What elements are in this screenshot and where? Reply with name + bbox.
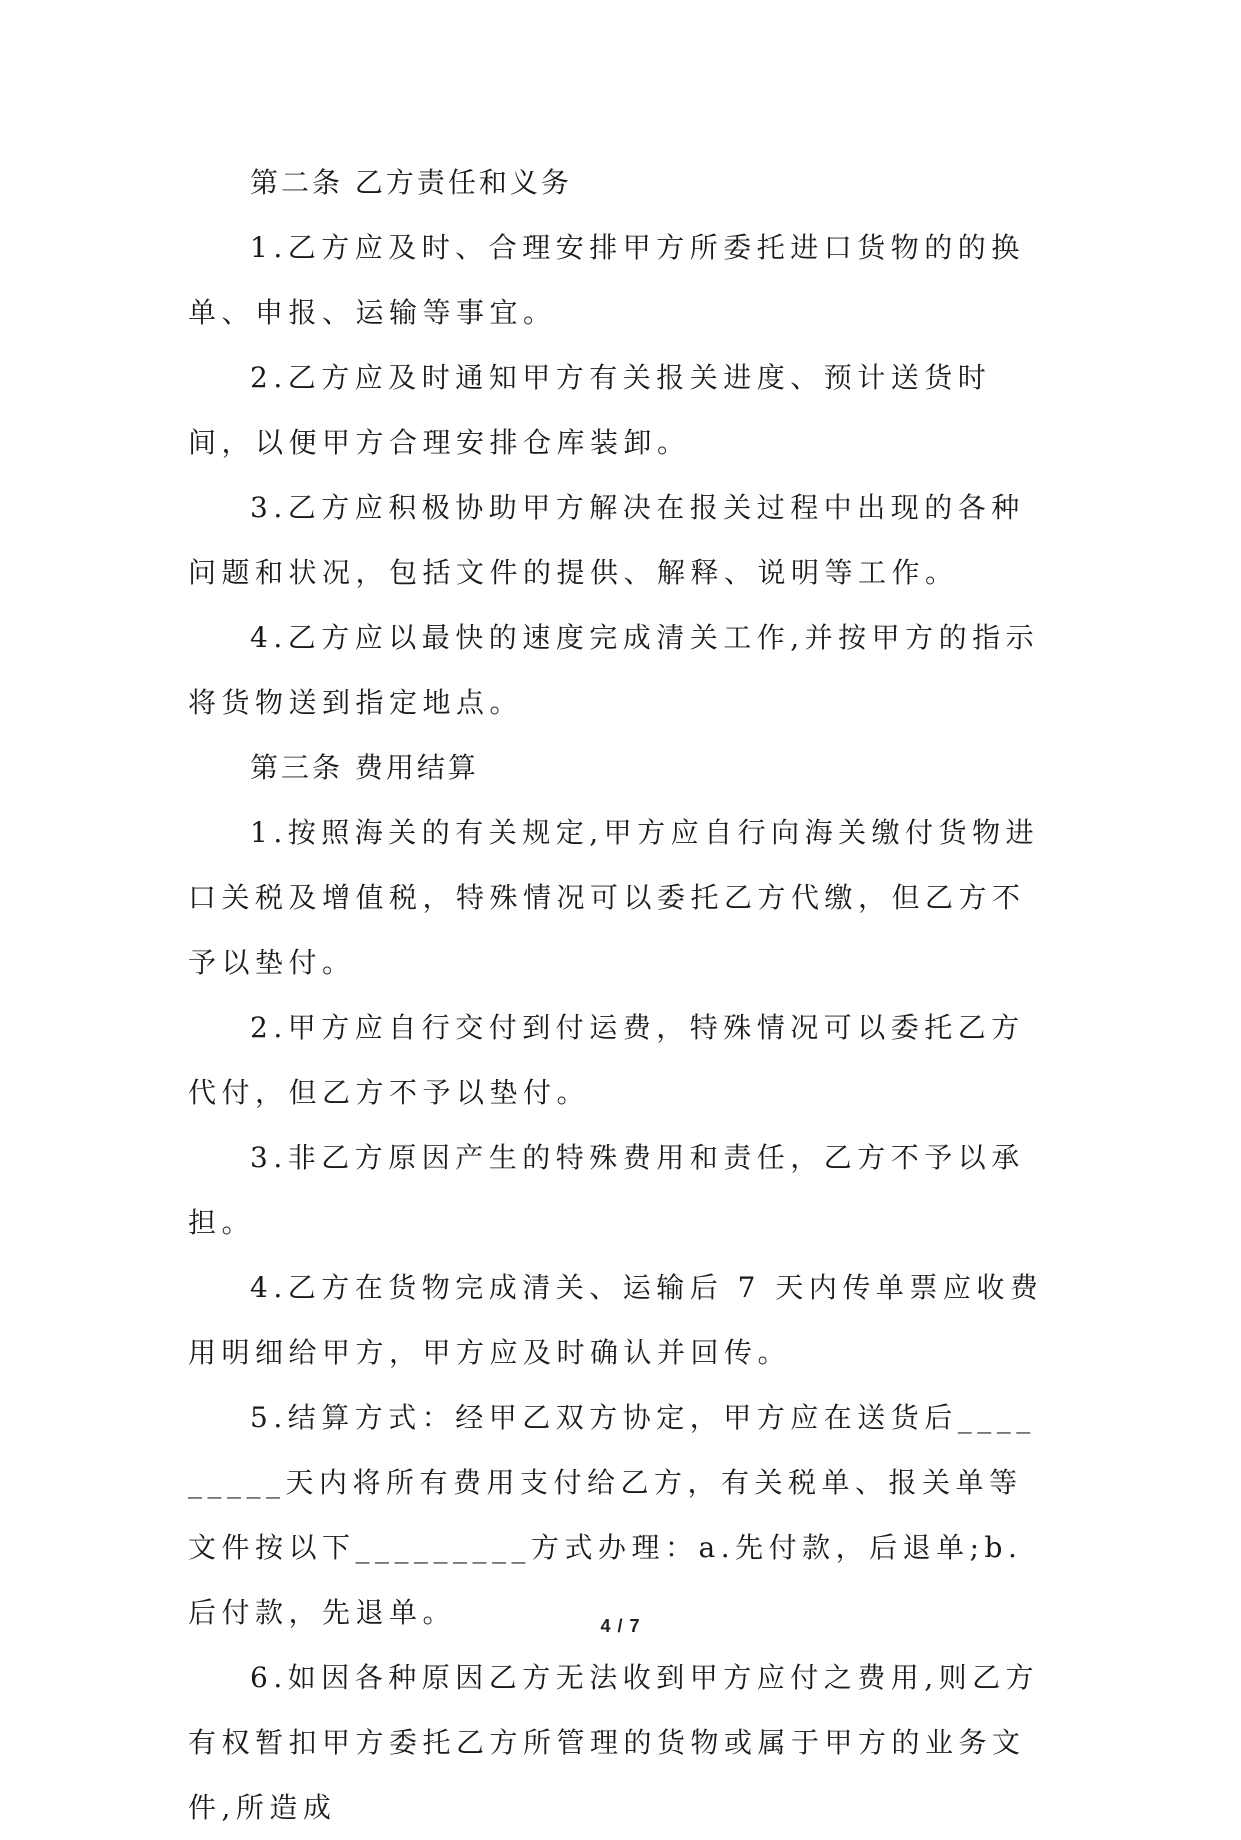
article-3-clause-6: 6.如因各种原因乙方无法收到甲方应付之费用,则乙方有权暂扣甲方委托乙方所管理的货物或属于甲方的业务文件,所造成: [188, 1661, 1040, 1824]
article-2-clause-2: 2.乙方应及时通知甲方有关报关进度、预计送货时间，以便甲方合理安排仓库装卸。: [188, 361, 992, 459]
article-3-clause-4: 4.乙方在货物完成清关、运输后 7 天内传单票应收费用明细给甲方，甲方应及时确认并回传。: [188, 1271, 1044, 1369]
article-3-heading: 第三条 费用结算: [250, 751, 479, 784]
article-2-clause-3: 3.乙方应积极协助甲方解决在报关过程中出现的各种问题和状况，包括文件的提供、解释、说明等工作。: [188, 491, 1025, 589]
article-2-heading: 第二条 乙方责任和义务: [250, 166, 572, 199]
article-3-clause-3: 3.非乙方原因产生的特殊费用和责任，乙方不予以承担。: [188, 1141, 1025, 1239]
article-3-clause-1: 1.按照海关的有关规定,甲方应自行向海关缴付货物进口关税及增值税，特殊情况可以委托乙方代缴，但乙方不予以垫付。: [188, 816, 1040, 979]
article-3-clause-5: 5.结算方式：经甲乙双方协定，甲方应在送货后_________天内将所有费用支付给乙方，有关税单、报关单等文件按以下_________方式办理：a.先付款，后退单;b.后付款，先退单。: [188, 1401, 1036, 1629]
page-number: 4 / 7: [600, 1616, 641, 1636]
article-3-clause-2: 2.甲方应自行交付到付运费，特殊情况可以委托乙方代付，但乙方不予以垫付。: [188, 1011, 1025, 1109]
article-2-clause-1: 1.乙方应及时、合理安排甲方所委托进口货物的的换单、申报、运输等事宜。: [188, 231, 1025, 329]
document-body: [188, 150, 1052, 1840]
article-2-clause-4: 4.乙方应以最快的速度完成清关工作,并按甲方的指示将货物送到指定地点。: [188, 621, 1040, 719]
